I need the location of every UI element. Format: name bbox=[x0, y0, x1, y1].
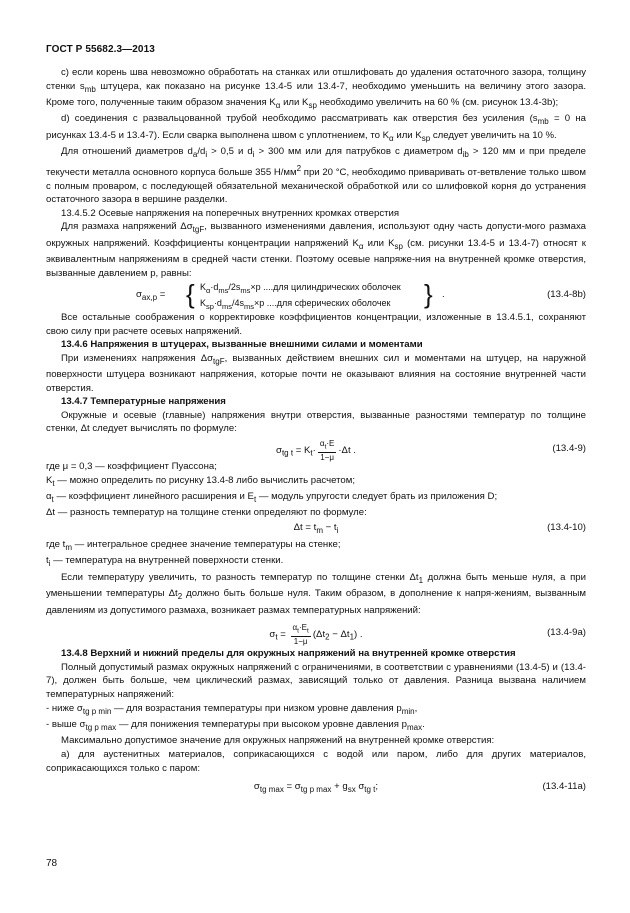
where-mu: где μ = 0,3 — коэффициент Пуассона; bbox=[46, 461, 217, 473]
paragraph-if: Если температуру увеличить, то разность температур по толщине стенки $\Delta t_1$ должна быть меньше нуля, а при уменьшении температуры $\Delta t_2$ должно быть больше нуля. Таким образом, в дополнение к напря-жениям, вызванным давлениям из допустимого размаха, возникает размах температурных напряжений: bbox=[46, 571, 586, 616]
section-13452: 13.4.5.2 Осевые напряжения на поперечных внутренних кромках отверстия bbox=[61, 207, 400, 219]
heading-13-4-7: 13.4.7 Температурные напряжения bbox=[61, 396, 226, 408]
where-kt: $K_t$ — можно определить по рисунку 13.4-8 либо вычислить расчетом; bbox=[46, 474, 356, 488]
paragraph-c: с) если корень шва невозможно обработать на станках или отшлифовать до удаления остаточного зазора, толщину стенки $s_{mb}$ штуцера, как показано на рисунке 13.4-5 или 13.4-7, необходимо уменьшить на величину этого зазора. Кроме того, полученные таким образом значения $K_\alpha$ или $K_{sp}$ необходимо увеличить на 60 % (см. рисунок 13.4-3b); bbox=[46, 67, 586, 110]
formula-13-4-8b: $\sigma_{ax,p}$ = { $K_\alpha\cdot d_{ms}/2s_{ms}\times p$ ....для цилиндрических оболочек $K_{sp}\cdot d_{ms}/4s_{ms}\times p$ ....для сферических оболочек } . (13.4-8b) bbox=[136, 279, 586, 311]
formula-13-4-11a: $\sigma_{tg max} = \sigma_{tg p max} + g_{sx}$ $\sigma_{tg t}$; (13.4-11а) bbox=[253, 781, 586, 795]
where-tm: где $t_m$ — интегральное среднее значение температуры на стенке; bbox=[46, 539, 341, 552]
paragraph-a: а) для аустенитных материалов, соприкасающихся с водой или паром, либо для других материалов, соприкасающихся только с паром: bbox=[46, 749, 586, 774]
paragraph-ratio: Для отношений диаметров $d_a/d_i > 0,5$ и $d_i > 300$ мм или для патрубков с диаметром $d_{ib} > 120$ мм и при пределе текучести металла основного корпуса больше 355 $Н/мм^2$ при 20 °С, необходимо приваривать от-ветвление только швом с полным проваром, с последующей обязательной механической обработкой или со шлифовкой корня до устранения остаточного зазора в вершине разделки. bbox=[46, 146, 587, 206]
page-number: 78 bbox=[46, 858, 58, 869]
paragraph-d: d) соединения с развальцованной трубой необходимо рассматривать как отверстия без усиления ($s_{mb} = 0$ на рисунках 13.4-5 и 13.4-7). Если сварка выполнена швом с уплотнением, то $K_\alpha$ или $K_{sp}$ следует увеличить на 10 %. bbox=[46, 113, 587, 143]
document-body bbox=[46, 66, 586, 797]
paragraph-13-4-8: Полный допустимый размах окружных напряжений с ограничениями, в соответствии с уравнениями (13.4-5) и (13.4-7), должен быть больше, чем циклический размах, зависящий только от давления. Разница вызвана наличием температурных напряжений: bbox=[46, 661, 586, 701]
paragraph-other: Все остальные соображения о корректировке коэффициентов концентрации, изложенные в 13.4.5.1, сохраняют свою силу при расчете осевых напряжений. bbox=[46, 312, 586, 337]
heading-13-4-8: 13.4.8 Верхний и нижний пределы для окружных напряжений на внутренней кромке отверстия bbox=[61, 648, 516, 660]
paragraph-13-4-6: При изменениях напряжения $\Delta\sigma_{tgF}$, вызванных действием внешних сил и моментами на штуцер, на наружной поверхности штуцера возникают напряжения, которые почти не оказывают влияния на состояние внутренней части отверстия. bbox=[46, 352, 587, 394]
paragraph-max: Максимально допустимое значение для окружных напряжений на внутренней кромке отверстия: bbox=[61, 735, 495, 747]
bullet-high: - выше $\sigma_{tg p max}$ — для понижения температуры при высоком уровне давления $p_{max}$. bbox=[46, 719, 425, 732]
paragraph-range: Для размаха напряжений $\Delta\sigma_{tgF}$, вызванного изменениями давления, используют одну часть допусти-мого размаха окружных напряжений. Коэффициенты концентрации напряжений $K_\alpha$ или $K_{sp}$ (см. рисунки 13.4-5 и 13.4-7) относят к эквивалентным напряжениям в средней части стенки. Поэтому осевые напряже-ния на внутренней кромке отверстия, вызванные давлением p, равны: bbox=[46, 221, 586, 279]
bullet-low: - ниже $\sigma_{tg p min}$ — для возрастания температуры при низком уровне давления $p_{min}$, bbox=[46, 702, 418, 716]
paragraph-13-4-7: Окружные и осевые (главные) напряжения внутри отверстия, вызванные разностями температур по толщине стенки, Δt следует вычислять по формуле: bbox=[46, 409, 586, 435]
formula-13-4-9a: $\sigma_t$ = $\frac{\alpha_t\cdot E_t}{1-\mu}$ $(\Delta t_2 - \Delta t_1)$ . (13.4-9a) bbox=[269, 623, 586, 646]
where-ti: $t_i$ — температура на внутренней поверхности стенки. bbox=[46, 555, 284, 569]
where-alpha: $\alpha_t$ — коэффициент линейного расширения и $E_t$ — модуль упругости следует брать из приложения D; bbox=[46, 491, 498, 504]
heading-13-4-6: 13.4.6 Напряжения в штуцерах, вызванные внешними силами и моментами bbox=[61, 339, 423, 351]
formula-13-4-10: $\Delta t = t_m - t_i$ (13.4-10) bbox=[293, 522, 586, 535]
where-dt: Δt — разность температур на толщине стенки определяют по формуле: bbox=[46, 507, 367, 519]
formula-13-4-9: $\sigma_{tg t} = K_t\cdot$ $\frac{\alpha_t\cdot E}{1-\mu}$ ·Δt . (13.4-9) bbox=[276, 439, 586, 462]
document-header: ГОСТ Р 55682.3—2013 bbox=[46, 44, 155, 55]
